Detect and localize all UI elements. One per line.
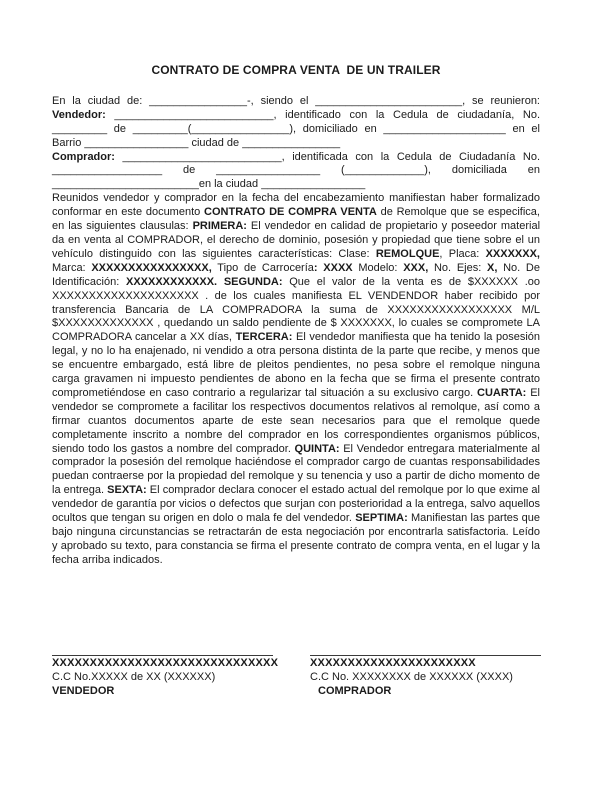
text-segment: En la ciudad de: ________________-, siendo el ________________________, se reunieron: [52,94,540,107]
text-segment: Manifiestan las partes que bajo ninguna circunstancias se retractarán de esta negociación por encontrarla satisfactoria. Leído y aprobado su texto, para constancia se firma el presente contrato de compra venta, en el lugar y la fecha arriba indicados. [52,512,540,566]
bold-text-segment: : XXXX [313,261,353,274]
vendor-name-placeholder: XXXXXXXXXXXXXXXXXXXXXXXXXXXXXX [52,657,279,669]
text-segment: Tipo de Carrocería [211,261,314,274]
buyer-signature-line [310,655,541,656]
buyer-name-placeholder: XXXXXXXXXXXXXXXXXXXXXX [310,657,476,669]
text-segment: El vendedor manifiesta que ha tenido la posesión legal, y no lo ha enajenado, ni vendido a otra persona distinta de la parte que recibe, y menos que se encuentre embargado, está libre de pleitos pendientes, no pesa sobre el remolque ninguna carga gravamen ni impuesto pendientes de abono en la fecha que se firma el presente contrato comprometiéndose en caso contrario a regularizar tal situación a su exclusivo cargo. [52,331,540,399]
text-segment: Modelo: [352,261,404,274]
vendor-id-line: C.C No.XXXXX de XX (XXXXXX) [52,670,216,683]
contract-clauses [52,192,540,567]
text-segment: Reunidos vendedor y comprador en la fecha del encabezamiento manifiestan haber formalizado conformar en este documento [52,192,540,219]
text-segment: El Vendedor entregara materialmente al comprador la posesión del remolque haciéndose el comprador cargo de cuantas responsabilidades puedan contraerse por la propiedad del remolque y su tenencia y uso a partir de dicho momento de la entrega. [52,442,540,497]
text-segment: No. De Identificación: [52,261,540,288]
text-segment: Marca: [52,261,92,274]
buyer-intro-line [52,151,540,165]
buyer-city-line [52,178,540,192]
bold-text-segment: TERCERA: [235,331,293,344]
bold-text-segment: SEPTIMA: [355,512,408,525]
bold-text-segment: X, [486,261,498,274]
text-segment: El comprador declara conocer el estado actual del remolque por lo que exime al vendedor de garantía por vicios o defectos que surjan con posterioridad a la entrega, salvo aquellos ocultos que tengan su origen en dolo o mala fe del vendedor. [52,484,540,525]
vendor-signature-line [52,655,273,656]
bold-text-segment: SEGUNDA: [223,275,283,288]
bold-text-segment: Comprador: [52,150,123,163]
vendor-role-label: VENDEDOR [52,684,115,697]
text-segment: Que el valor de la venta es de $XXXXXX .oo XXXXXXXXXXXXXXXXXXXX . de los cuales manifiesta EL VENDENDOR haber recibido por transferencia Bancaria de LA COMPRADORA la suma de XXXXXXXXXXXXXXXXX M/L $XXXXXXXXXXXXX , quedando un saldo pendiente de $ XXXXXXX, lo cuales se compromete LA COMPRADORA cancelar a XX días, [52,275,540,344]
bold-text-segment: CUARTA: [477,386,527,399]
document-title: CONTRATO DE COMPRA VENTA DE UN TRAILER [151,63,441,77]
bold-text-segment: XXX, [403,261,429,274]
bold-text-segment: XXXXXXXXXXXXXXXX, [91,261,212,274]
contract-content [52,64,540,568]
text-segment: __________________________, identificada con la Cedula de Ciudadanía No. [122,150,541,163]
text-segment: de Remolque que se especifica, en las siguientes clausulas: [52,206,540,233]
text-segment: El vendedor en calidad de propietario y poseedor material da en venta al COMPRADOR, el derecho de dominio, posesión y propiedad que tiene sobre el un vehículo distinguido con las siguientes características: Clase: [52,220,541,260]
bold-text-segment: QUINTA: [294,442,340,455]
buyer-id-domicile-line [52,164,540,178]
text-segment: __________________________, identificado con la Cedula de ciudadanía, No. [114,108,541,121]
text-segment [217,276,224,288]
text-segment: No. Ejes: [428,261,487,274]
bold-text-segment: XXXXXXXXXXXX. [126,275,218,288]
text-segment: Barrio _________________ ciudad de ________________ [52,136,341,149]
city-date-line [52,95,540,109]
bold-text-segment: SEXTA: [107,484,147,497]
bold-text-segment: Vendedor: [52,108,115,121]
buyer-id-line: C.C No. XXXXXXXX de XXXXXX (XXXX) [310,670,513,683]
text-segment: ________________________en la ciudad _________________ [52,178,366,191]
bold-text-segment: REMOLQUE [375,247,440,260]
bold-text-segment: PRIMERA: [192,220,247,233]
vendor-barrio-line [52,137,540,151]
bold-text-segment: XXXXXXX, [485,247,540,260]
vendor-signature-block [52,655,279,698]
bold-text-segment: CONTRATO DE COMPRA VENTA [204,206,377,219]
buyer-signature-block [310,655,541,698]
text-segment: __________________ de _________________ (_____________), domiciliada en [52,164,540,177]
text-segment: El vendedor se compromete a facilitar los respectivos documentos relativos al remolque, así como a firmar cuantos documentos aparte de este sean necesarios para que el remolque quede completamente inscrito a nombre del comprador en los correspondientes organismos públicos, siendo todo los gastos a nombre del comprador. [52,386,541,455]
parties-header [52,95,540,192]
text-segment: _________ de _________(________________), domiciliado en ____________________ en el [52,122,540,135]
text-segment: , Placa: [439,247,486,260]
vendor-id-domicile-line [52,123,540,137]
buyer-role-label: COMPRADOR [318,684,392,697]
vendor-intro-line [52,109,540,123]
